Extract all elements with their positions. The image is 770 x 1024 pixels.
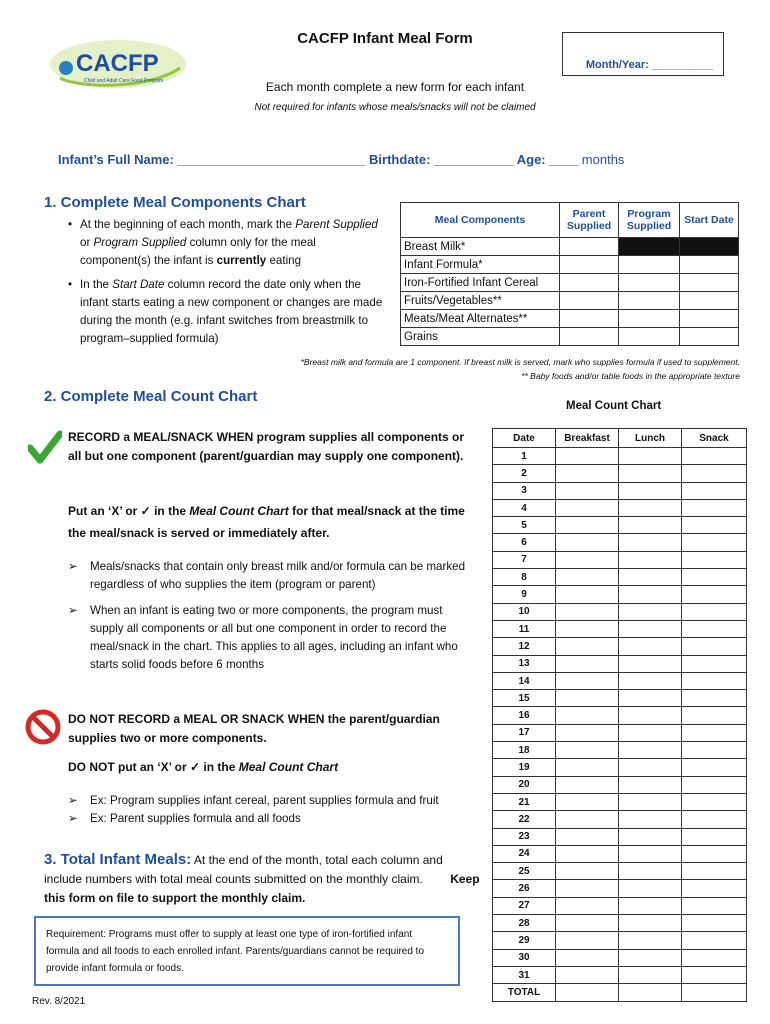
date-cell: 18 [493,742,556,759]
snack-cell[interactable] [682,655,747,672]
lunch-cell[interactable] [619,465,682,482]
lunch-cell[interactable] [619,638,682,655]
table-row [493,620,747,637]
months-label: months [581,152,625,167]
date-cell: 21 [493,793,556,810]
table-row [493,707,747,724]
date-cell: 23 [493,828,556,845]
table-row [493,949,747,966]
donot-rule: DO NOT RECORD a MEAL OR SNACK WHEN the parent/guardian supplies two or more components. [68,712,440,745]
snack-cell[interactable] [682,949,747,966]
example-2: ➢ Ex: Parent supplies formula and all foods [68,812,301,825]
snack-total-cell[interactable] [682,984,747,1001]
footnote-2: ** Baby foods and/or table foods in the appropriate texture [521,371,740,381]
meal-components-table [400,202,739,346]
breakfast-cell[interactable] [556,534,619,551]
name-field[interactable]: __________________________ [177,152,366,167]
snack-cell[interactable] [682,448,747,465]
section2-heading: 2. Complete Meal Count Chart [44,388,258,405]
date-cell: 11 [493,620,556,637]
lunch-cell[interactable] [619,707,682,724]
table-row [493,811,747,828]
svg-text:CACFP: CACFP [76,50,159,77]
breakfast-cell[interactable] [556,811,619,828]
breakfast-cell[interactable] [556,517,619,534]
snack-cell[interactable] [682,603,747,620]
table-row [493,448,747,465]
section3: 3. Total Infant Meals: At the end of the month, total each column and include numbers with total meal counts submitted on the monthly claim. Keep this form on file to support the monthly claim. [44,851,480,905]
lunch-cell[interactable] [619,932,682,949]
table-row [493,638,747,655]
lunch-cell[interactable] [619,586,682,603]
lunch-cell[interactable] [619,776,682,793]
lunch-cell[interactable] [619,534,682,551]
lunch-cell[interactable] [619,915,682,932]
breakfast-cell[interactable] [556,880,619,897]
month-year-box[interactable] [562,32,724,76]
col-lunch: Lunch [619,429,682,448]
date-cell: 29 [493,932,556,949]
svg-text:Child and Adult Care Food Prog: Child and Adult Care Food Program [84,78,164,84]
table-row [493,742,747,759]
breakfast-cell[interactable] [556,949,619,966]
date-cell: 16 [493,707,556,724]
table-row [493,828,747,845]
lunch-cell[interactable] [619,499,682,516]
breakfast-cell[interactable] [556,690,619,707]
breakfast-cell[interactable] [556,845,619,862]
lunch-cell[interactable] [619,690,682,707]
date-cell: 30 [493,949,556,966]
date-cell: 20 [493,776,556,793]
snack-cell[interactable] [682,551,747,568]
date-cell: 28 [493,915,556,932]
lunch-cell[interactable] [619,655,682,672]
table-row [493,966,747,983]
not-required-note: Not required for infants whose meals/snacks will not be claimed [254,102,536,113]
table-row [493,534,747,551]
revision-date: Rev. 8/2021 [32,996,86,1007]
meal-count-chart-title: Meal Count Chart [566,400,662,412]
table-row [493,655,747,672]
snack-cell[interactable] [682,759,747,776]
lunch-cell[interactable] [619,517,682,534]
breakfast-cell[interactable] [556,966,619,983]
snack-cell[interactable] [682,811,747,828]
lunch-cell[interactable] [619,759,682,776]
table-row [493,897,747,914]
snack-cell[interactable] [682,828,747,845]
form-title: CACFP Infant Meal Form [297,30,473,47]
breakfast-cell[interactable] [556,672,619,689]
lunch-cell[interactable] [619,966,682,983]
snack-cell[interactable] [682,742,747,759]
snack-cell[interactable] [682,707,747,724]
breakfast-cell[interactable] [556,707,619,724]
lunch-cell[interactable] [619,448,682,465]
snack-cell[interactable] [682,586,747,603]
table-row [493,672,747,689]
total-label: TOTAL [493,984,556,1001]
meal-count-table [492,428,747,1002]
snack-cell[interactable] [682,897,747,914]
table-row [493,880,747,897]
table-row [493,690,747,707]
total-row [493,984,747,1001]
snack-cell[interactable] [682,915,747,932]
table-row [493,759,747,776]
lunch-cell[interactable] [619,603,682,620]
table-row [493,586,747,603]
lunch-cell[interactable] [619,742,682,759]
birthdate-field[interactable]: ___________ [434,152,514,167]
date-cell: 25 [493,863,556,880]
section3-heading: 3. Total Infant Meals: [44,851,192,868]
col-parent-supplied: Parent Supplied [560,203,619,238]
snack-cell[interactable] [682,534,747,551]
snack-cell[interactable] [682,499,747,516]
lunch-total-cell[interactable] [619,984,682,1001]
date-cell: 31 [493,966,556,983]
col-snack: Snack [682,429,747,448]
breakfast-cell[interactable] [556,897,619,914]
date-cell: 4 [493,499,556,516]
date-cell: 9 [493,586,556,603]
table-row [493,845,747,862]
date-cell: 14 [493,672,556,689]
snack-cell[interactable] [682,482,747,499]
bullet-two-components: ➢ When an infant is eating two or more components, the program must supply all components or all but one component in order to record the meal/snack in the chart. This applies to all ages, including an infant who starts solid foods before 6 months [68,604,458,671]
breakfast-cell[interactable] [556,742,619,759]
snack-cell[interactable] [682,569,747,586]
lunch-cell[interactable] [619,863,682,880]
col-breakfast: Breakfast [556,429,619,448]
snack-cell[interactable] [682,845,747,862]
lunch-cell[interactable] [619,828,682,845]
table-row: Grains [401,328,739,346]
age-field[interactable]: ____ [549,152,579,167]
table-row [493,465,747,482]
table-row [493,603,747,620]
donot-put-rule: DO NOT put an ‘X’ or ✓ in the Meal Count Chart [68,760,339,774]
table-row [493,569,747,586]
table-row [493,724,747,741]
name-label: Infant’s Full Name: [58,152,174,167]
breakfast-cell[interactable] [556,638,619,655]
breakfast-cell[interactable] [556,603,619,620]
age-label: Age: [516,152,546,167]
date-cell: 12 [493,638,556,655]
date-cell: 27 [493,897,556,914]
breakfast-cell[interactable] [556,915,619,932]
lunch-cell[interactable] [619,620,682,637]
breakfast-cell[interactable] [556,586,619,603]
snack-cell[interactable] [682,465,747,482]
lunch-cell[interactable] [619,482,682,499]
prohibited-icon [24,708,62,746]
table-row: Fruits/Vegetables** [401,292,739,310]
snack-cell[interactable] [682,672,747,689]
snack-cell[interactable] [682,724,747,741]
breakfast-cell[interactable] [556,655,619,672]
breakfast-cell[interactable] [556,828,619,845]
birthdate-label: Birthdate: [369,152,431,167]
breakfast-cell[interactable] [556,465,619,482]
date-cell: 13 [493,655,556,672]
lunch-cell[interactable] [619,672,682,689]
date-cell: 6 [493,534,556,551]
table-row [493,776,747,793]
lunch-cell[interactable] [619,793,682,810]
date-cell: 5 [493,517,556,534]
breakfast-cell[interactable] [556,620,619,637]
requirement-box: Requirement: Programs must offer to supply at least one type of iron-fortified infant formula and all foods to each enrolled infant. Parents/guardians cannot be required to provide infant formula or foods. [34,916,460,986]
breakfast-total-cell[interactable] [556,984,619,1001]
date-cell: 24 [493,845,556,862]
table-row [493,915,747,932]
breakfast-cell[interactable] [556,551,619,568]
table-row [493,499,747,516]
date-cell: 3 [493,482,556,499]
breakfast-cell[interactable] [556,482,619,499]
date-cell: 22 [493,811,556,828]
table-row: Infant Formula* [401,256,739,274]
col-date: Date [493,429,556,448]
instruction-text: Each month complete a new form for each infant [265,80,525,94]
breakfast-cell[interactable] [556,499,619,516]
snack-cell[interactable] [682,966,747,983]
breakfast-cell[interactable] [556,448,619,465]
table-row [493,932,747,949]
snack-cell[interactable] [682,776,747,793]
footnote-1: *Breast milk and formula are 1 component. If breast milk is served, mark who supplies formula if used to supplement. [300,357,740,367]
lunch-cell[interactable] [619,949,682,966]
snack-cell[interactable] [682,793,747,810]
col-components: Meal Components [401,203,560,238]
section1-heading: 1. Complete Meal Components Chart [44,194,306,211]
lunch-cell[interactable] [619,811,682,828]
breakfast-cell[interactable] [556,932,619,949]
date-cell: 1 [493,448,556,465]
table-row [493,551,747,568]
date-cell: 19 [493,759,556,776]
table-row: Breast Milk* [401,238,739,256]
lunch-cell[interactable] [619,845,682,862]
section1-bullet2: • In the Start Date column record the date only when the infant starts eating a new component or changes are made during the month (e.g. infant switches from breastmilk to program–supplied formula) [68,278,383,345]
table-row [493,793,747,810]
date-cell: 2 [493,465,556,482]
lunch-cell[interactable] [619,569,682,586]
lunch-cell[interactable] [619,724,682,741]
breakfast-cell[interactable] [556,863,619,880]
checkmark-icon [28,430,62,464]
table-row [493,482,747,499]
infant-info-row [58,152,624,167]
example-1: ➢ Ex: Program supplies infant cereal, parent supplies formula and fruit [68,794,439,807]
record-rule: RECORD a MEAL/SNACK WHEN program supplies all components or all but one component (parent/guardian may supply one component). [68,430,465,463]
breakfast-cell[interactable] [556,569,619,586]
breakfast-cell[interactable] [556,724,619,741]
table-row: Iron-Fortified Infant Cereal [401,274,739,292]
lunch-cell[interactable] [619,897,682,914]
breakfast-cell[interactable] [556,793,619,810]
table-row [493,863,747,880]
snack-cell[interactable] [682,880,747,897]
date-cell: 26 [493,880,556,897]
section1-bullet1: • At the beginning of each month, mark the Parent Supplied or Program Supplied column only for the meal component(s) the infant is currently eating [68,218,378,267]
lunch-cell[interactable] [619,551,682,568]
snack-cell[interactable] [682,690,747,707]
snack-cell[interactable] [682,863,747,880]
breakfast-cell[interactable] [556,776,619,793]
date-cell: 15 [493,690,556,707]
bullet-breastmilk: ➢ Meals/snacks that contain only breast milk and/or formula can be marked regardless of who supplies the item (program or parent) [68,560,466,591]
date-cell: 17 [493,724,556,741]
breakfast-cell[interactable] [556,759,619,776]
snack-cell[interactable] [682,638,747,655]
put-x-rule: Put an ‘X’ or ✓ in the Meal Count Chart for that meal/snack at the time the meal/snack is served or immediately after. [68,504,465,540]
table-row [493,517,747,534]
snack-cell[interactable] [682,517,747,534]
table-row: Meats/Meat Alternates** [401,310,739,328]
date-cell: 7 [493,551,556,568]
col-program-supplied: Program Supplied [619,203,680,238]
lunch-cell[interactable] [619,880,682,897]
col-start-date: Start Date [680,203,739,238]
date-cell: 8 [493,569,556,586]
date-cell: 10 [493,603,556,620]
month-year-label: Month/Year: __________ [585,59,713,71]
snack-cell[interactable] [682,932,747,949]
snack-cell[interactable] [682,620,747,637]
